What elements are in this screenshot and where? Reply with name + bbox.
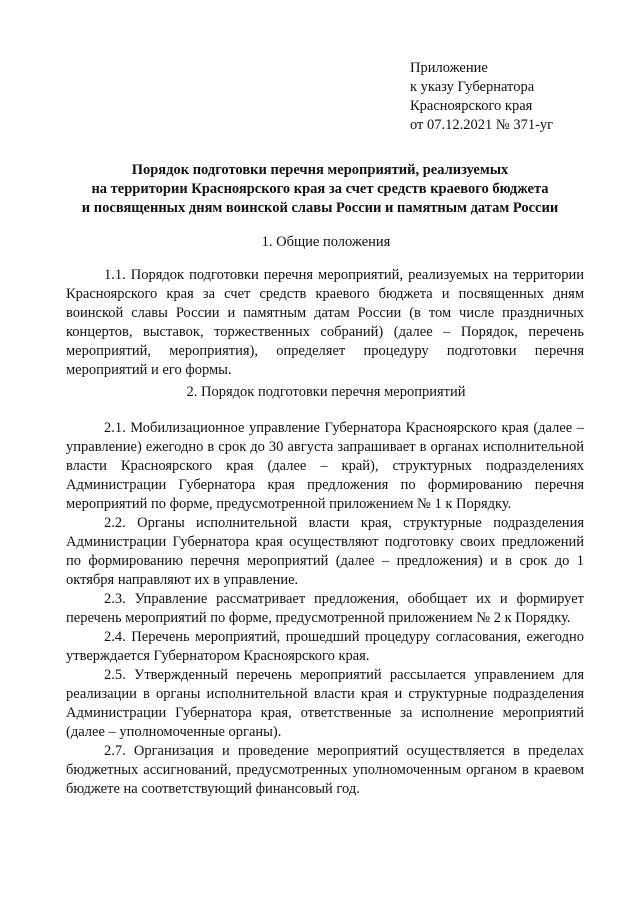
appendix-block (410, 59, 630, 135)
title-line-2: на территории Красноярского края за счет средств краевого бюджета (91, 181, 549, 197)
appendix-line-2: к указу Губернатора (410, 79, 535, 95)
paragraph-1-1: 1.1. Порядок подготовки перечня мероприятий, реализуемых на территории Красноярского края за счет средств краевого бюджета и посвященных дням воинской славы России и памятным датам России (в том числе праздничных концертов, выставок, торжественных собраний) (далее – Порядок, перечень мероприятий, мероприятия), определяет процедуру подготовки перечня мероприятий и его формы. (66, 267, 584, 378)
appendix-line-1: Приложение (410, 60, 488, 76)
section-1-body (66, 266, 584, 380)
paragraph-2-4: 2.4. Перечень мероприятий, прошедший процедуру согласования, ежегодно утверждается Губернатором Красноярского края. (66, 629, 584, 664)
document-title (40, 161, 600, 218)
paragraph-2-2: 2.2. Органы исполнительной власти края, структурные подразделения Администрации Губернатора края осуществляют подготовку своих предложений по формированию перечня мероприятий (далее – предложения) и в срок до 1 октября направляют их в управление. (66, 515, 584, 588)
title-line-3: и посвященных дням воинской славы России и памятным датам России (81, 200, 559, 216)
appendix-line-3: Красноярского края (410, 98, 533, 114)
paragraph-2-7: 2.7. Организация и проведение мероприятий осуществляется в пределах бюджетных ассигнований, предусмотренных уполномоченным органом в краевом бюджете на соответствующий финансовый год. (66, 743, 584, 797)
title-line-1: Порядок подготовки перечня мероприятий, реализуемых (131, 162, 509, 178)
appendix-line-4: от 07.12.2021 № 371-уг (410, 117, 554, 133)
section-2-heading: 2. Порядок подготовки перечня мероприятий (186, 384, 466, 400)
paragraph-2-3: 2.3. Управление рассматривает предложения, обобщает их и формирует перечень мероприятий по форме, предусмотренной приложением № 2 к Порядку. (66, 591, 584, 626)
section-2-body (66, 419, 584, 799)
paragraph-2-5: 2.5. Утвержденный перечень мероприятий рассылается управлением для реализации в органы исполнительной власти края и структурные подразделения Администрации Губернатора края, ответственные за исполнение мероприятий (далее – уполномоченные органы). (66, 667, 584, 740)
section-1-heading: 1. Общие положения (261, 234, 391, 250)
paragraph-2-1: 2.1. Мобилизационное управление Губернатора Красноярского края (далее – управление) ежегодно в срок до 30 августа запрашивает в органах исполнительной власти Красноярского края (далее – край), структурных подразделениях Администрации Губернатора края предложения по формированию перечня мероприятий по форме, предусмотренной приложением № 1 к Порядку. (66, 420, 584, 512)
